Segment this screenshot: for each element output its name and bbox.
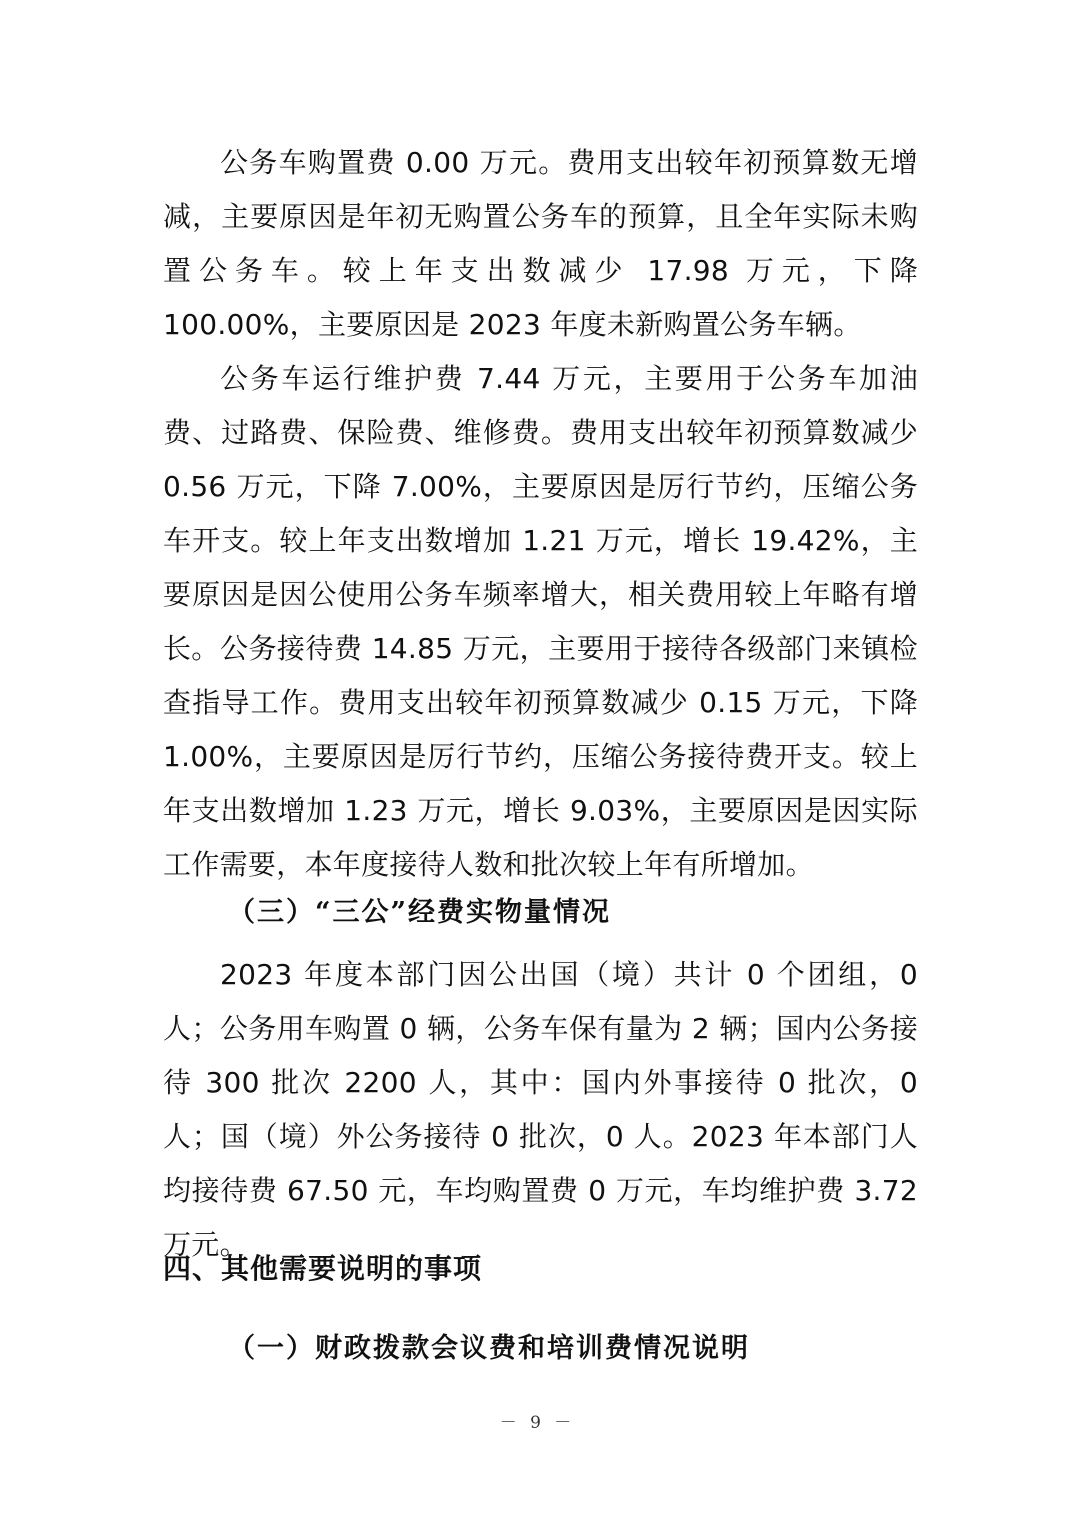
- paragraph-car-maintenance-fee: 公务车运行维护费 7.44 万元，主要用于公务车加油费、过路费、保险费、维修费。费用支出较年初预算数减少 0.56 万元，下降 7.00%，主要原因是厉行节约，压缩公务车开支。较上年支出数增加 1.21 万元，增长 19.42%，主要原因是因公使用公务车频率增大，相关费用较上年略有增长。: [163, 362, 918, 665]
- subsection-heading-physical-quantity: （三）“三公”经费实物量情况: [228, 897, 612, 928]
- section-heading-other-matters: 四、其他需要说明的事项: [163, 1252, 483, 1285]
- subsection-heading-meeting-training-fees: （一）财政拨款会议费和培训费情况说明: [228, 1333, 750, 1364]
- paragraph-car-purchase-fee: 公务车购置费 0.00 万元。费用支出较年初预算数无增减，主要原因是年初无购置公务车的预算，且全年实际未购置公务车。较上年支出数减少 17.98 万元，下降 100.00%，主要原因是 2023 年度未新购置公务车辆。: [163, 146, 918, 341]
- paragraph-physical-quantity: 2023 年度本部门因公出国（境）共计 0 个团组，0 人；公务用车购置 0 辆，公务车保有量为 2 辆；国内公务接待 300 批次 2200 人，其中：国内外事接待 0 批次，0 人；国（境）外公务接待 0 批次，0 人。2023 年本部门人均接待费 67.50 元，车均购置费 0 万元，车均维护费 3.72 万元。: [163, 958, 918, 1261]
- page-number: － 9 －: [499, 1413, 576, 1433]
- paragraph-reception-fee: 公务接待费 14.85 万元，主要用于接待各级部门来镇检查指导工作。费用支出较年初预算数减少 0.15 万元，下降 1.00%，主要原因是厉行节约，压缩公务接待费开支。较上年支出数增加 1.23 万元，增长 9.03%，主要原因是因实际工作需要，本年度接待人数和批次较上年有所增加。: [163, 632, 918, 881]
